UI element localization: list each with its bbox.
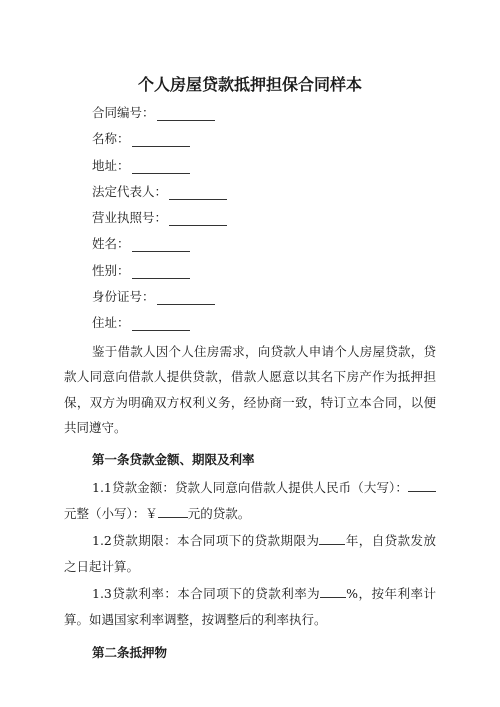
- field-gender: [64, 258, 436, 284]
- field-label: 姓名：: [92, 236, 130, 252]
- field-address: [64, 153, 436, 179]
- field-label: 身份证号：: [92, 289, 155, 305]
- field-blank: [169, 185, 227, 200]
- field-blank: [169, 211, 227, 226]
- clause-1-2: [64, 528, 436, 581]
- blank-line: [408, 478, 436, 492]
- blank-line: [319, 531, 345, 545]
- field-blank: [132, 159, 190, 174]
- clause-text: 元的贷款。: [187, 506, 251, 522]
- section-1-heading: 第一条贷款金额、期限及利率: [92, 451, 255, 467]
- clause-text: 元整（小写）：￥: [64, 506, 158, 522]
- field-blank: [132, 264, 190, 279]
- clause-text: 年，自贷款发放之日起计算。: [64, 532, 436, 575]
- field-blank: [132, 316, 190, 331]
- field-residence: [64, 310, 436, 336]
- field-label: 合同编号：: [92, 105, 155, 120]
- party-fields: [64, 100, 436, 337]
- field-label: 名称：: [92, 131, 130, 147]
- field-legal-representative: [64, 179, 436, 205]
- field-contract-number: [64, 100, 436, 126]
- document-title: 个人房屋贷款抵押担保合同样本: [137, 75, 362, 94]
- blank-line: [320, 584, 346, 598]
- field-blank: [132, 132, 190, 147]
- section-2-heading: 第二条抵押物: [92, 644, 168, 660]
- field-blank: [132, 237, 190, 252]
- clause-text: %，按年利率计算。如遇国家利率调整，按调整后的利率执行。: [64, 585, 436, 628]
- blank-line: [158, 504, 188, 518]
- field-label: 性别：: [92, 262, 130, 278]
- field-label: 法定代表人：: [92, 183, 168, 199]
- field-label: 地址：: [92, 157, 130, 173]
- field-business-license: [64, 205, 436, 231]
- field-label: 住址：: [92, 315, 130, 331]
- clause-text: 1.1贷款金额：贷款人同意向借款人提供人民币（大写）：: [92, 479, 408, 495]
- field-blank: [157, 290, 215, 305]
- field-person-name: [64, 231, 436, 257]
- clause-text: 1.3贷款利率：本合同项下的贷款利率为: [92, 585, 321, 601]
- field-blank: [157, 106, 215, 121]
- field-id-number: [64, 284, 436, 310]
- field-name: [64, 126, 436, 152]
- clause-text: 1.2贷款期限：本合同项下的贷款期限为: [92, 532, 320, 548]
- clause-1-1: [64, 475, 436, 528]
- field-label: 营业执照号：: [92, 210, 168, 226]
- preamble-paragraph: 鉴于借款人因个人住房需求，向贷款人申请个人房屋贷款，贷款人同意向借款人提供贷款，借款人愿意以其名下房产作为抵押担保，双方为明确双方权利义务，经协商一致，特订立本合同，以便共同遵守。: [64, 343, 436, 436]
- clause-1-3: [64, 581, 436, 634]
